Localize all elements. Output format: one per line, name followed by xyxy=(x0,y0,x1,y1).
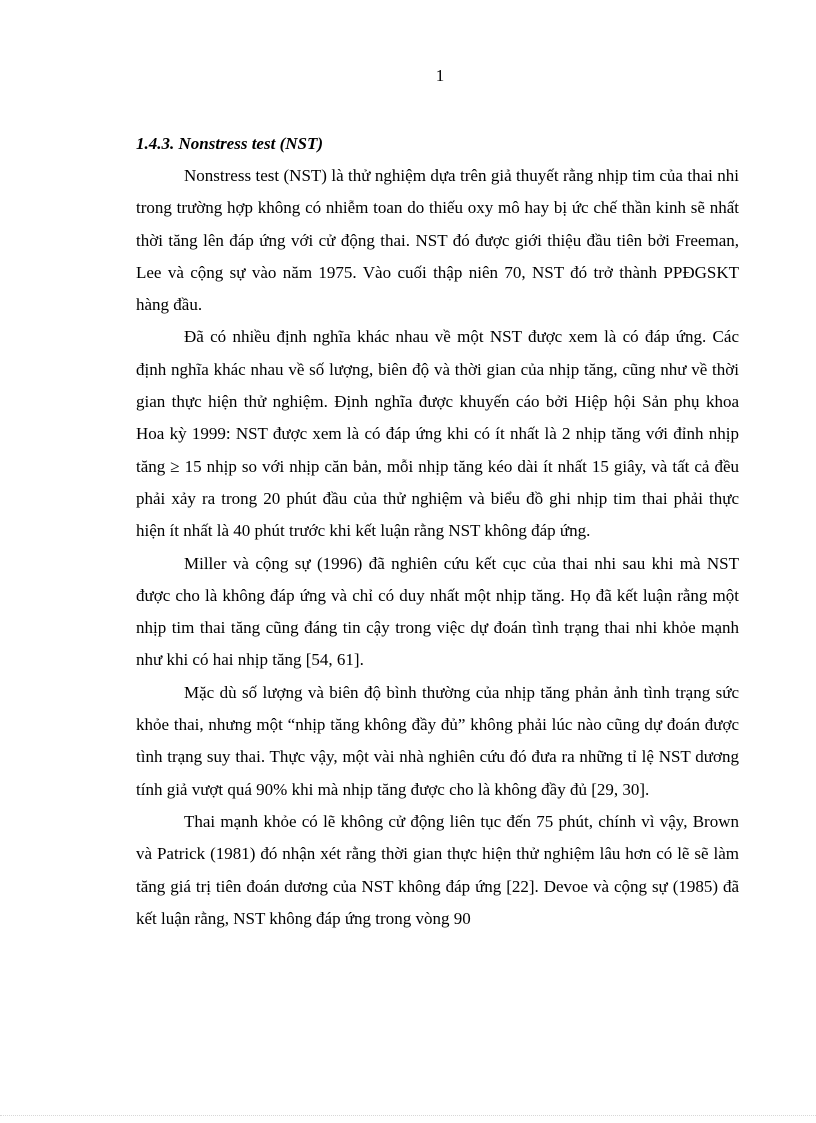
section-heading: 1.4.3. Nonstress test (NST) xyxy=(136,134,324,153)
paragraph-nst-definition: Nonstress test (NST) là thử nghiệm dựa trên giả thuyết rằng nhịp tim của thai nhi trong trường hợp không có nhiễm toan do thiếu oxy mô hay bị ức chế thần kinh sẽ nhất thời tăng lên đáp ứng với cử động thai. NST đó được giới thiệu đầu tiên bởi Freeman, Lee và cộng sự vào năm 1975. Vào cuối thập niên 70, NST đó trở thành PPĐGSKT hàng đầu. xyxy=(136,166,739,315)
paragraph-acceleration-amplitude: Mặc dù số lượng và biên độ bình thường của nhịp tăng phản ảnh tình trạng sức khỏe thai, nhưng một “nhịp tăng không đầy đủ” không phải lúc nào cũng dự đoán được tình trạng suy thai. Thực vậy, một vài nhà nghiên cứu đó đưa ra những tỉ lệ NST dương tính giả vượt quá 90% khi mà nhịp tăng được cho là không đầy đủ [29, 30]. xyxy=(136,682,739,799)
paragraph-reactive-criteria: Đã có nhiều định nghĩa khác nhau về một NST được xem là có đáp ứng. Các định nghĩa khác nhau về số lượng, biên độ và thời gian của nhịp tăng, cũng như về thời gian thực hiện thử nghiệm. Định nghĩa được khuyến cáo bởi Hiệp hội Sản phụ khoa Hoa kỳ 1999: NST được xem là có đáp ứng khi có ít nhất là 2 nhịp tăng với đỉnh nhịp tăng ≥ 15 nhịp so với nhịp căn bản, mỗi nhịp tăng kéo dài ít nhất 15 giây, và tất cả đều phải xảy ra trong 20 phút đầu của thử nghiệm và biểu đồ ghi nhịp tim thai phải thực hiện ít nhất là 40 phút trước khi kết luận rằng NST không đáp ứng. xyxy=(136,327,739,541)
page-number: 1 xyxy=(435,66,445,85)
paragraph-miller-study: Miller và cộng sự (1996) đã nghiên cứu kết cục của thai nhi sau khi mà NST được cho là không đáp ứng và chỉ có duy nhất một nhịp tăng. Họ đã kết luận rằng một nhịp tim thai tăng cũng đáng tin cậy trong việc dự đoán tình trạng thai nhi khỏe mạnh như khi có hai nhịp tăng [54, 61]. xyxy=(136,553,739,670)
document-body xyxy=(136,128,739,935)
paragraph-test-duration: Thai mạnh khỏe có lẽ không cử động liên tục đến 75 phút, chính vì vậy, Brown và Patrick (1981) đó nhận xét rằng thời gian thực hiện thử nghiệm lâu hơn có lẽ sẽ làm tăng giá trị tiên đoán dương của NST không đáp ứng [22]. Devoe và cộng sự (1985) đã kết luận rằng, NST không đáp ứng trong vòng 90 xyxy=(136,811,739,928)
page-bottom-divider xyxy=(0,1115,816,1116)
